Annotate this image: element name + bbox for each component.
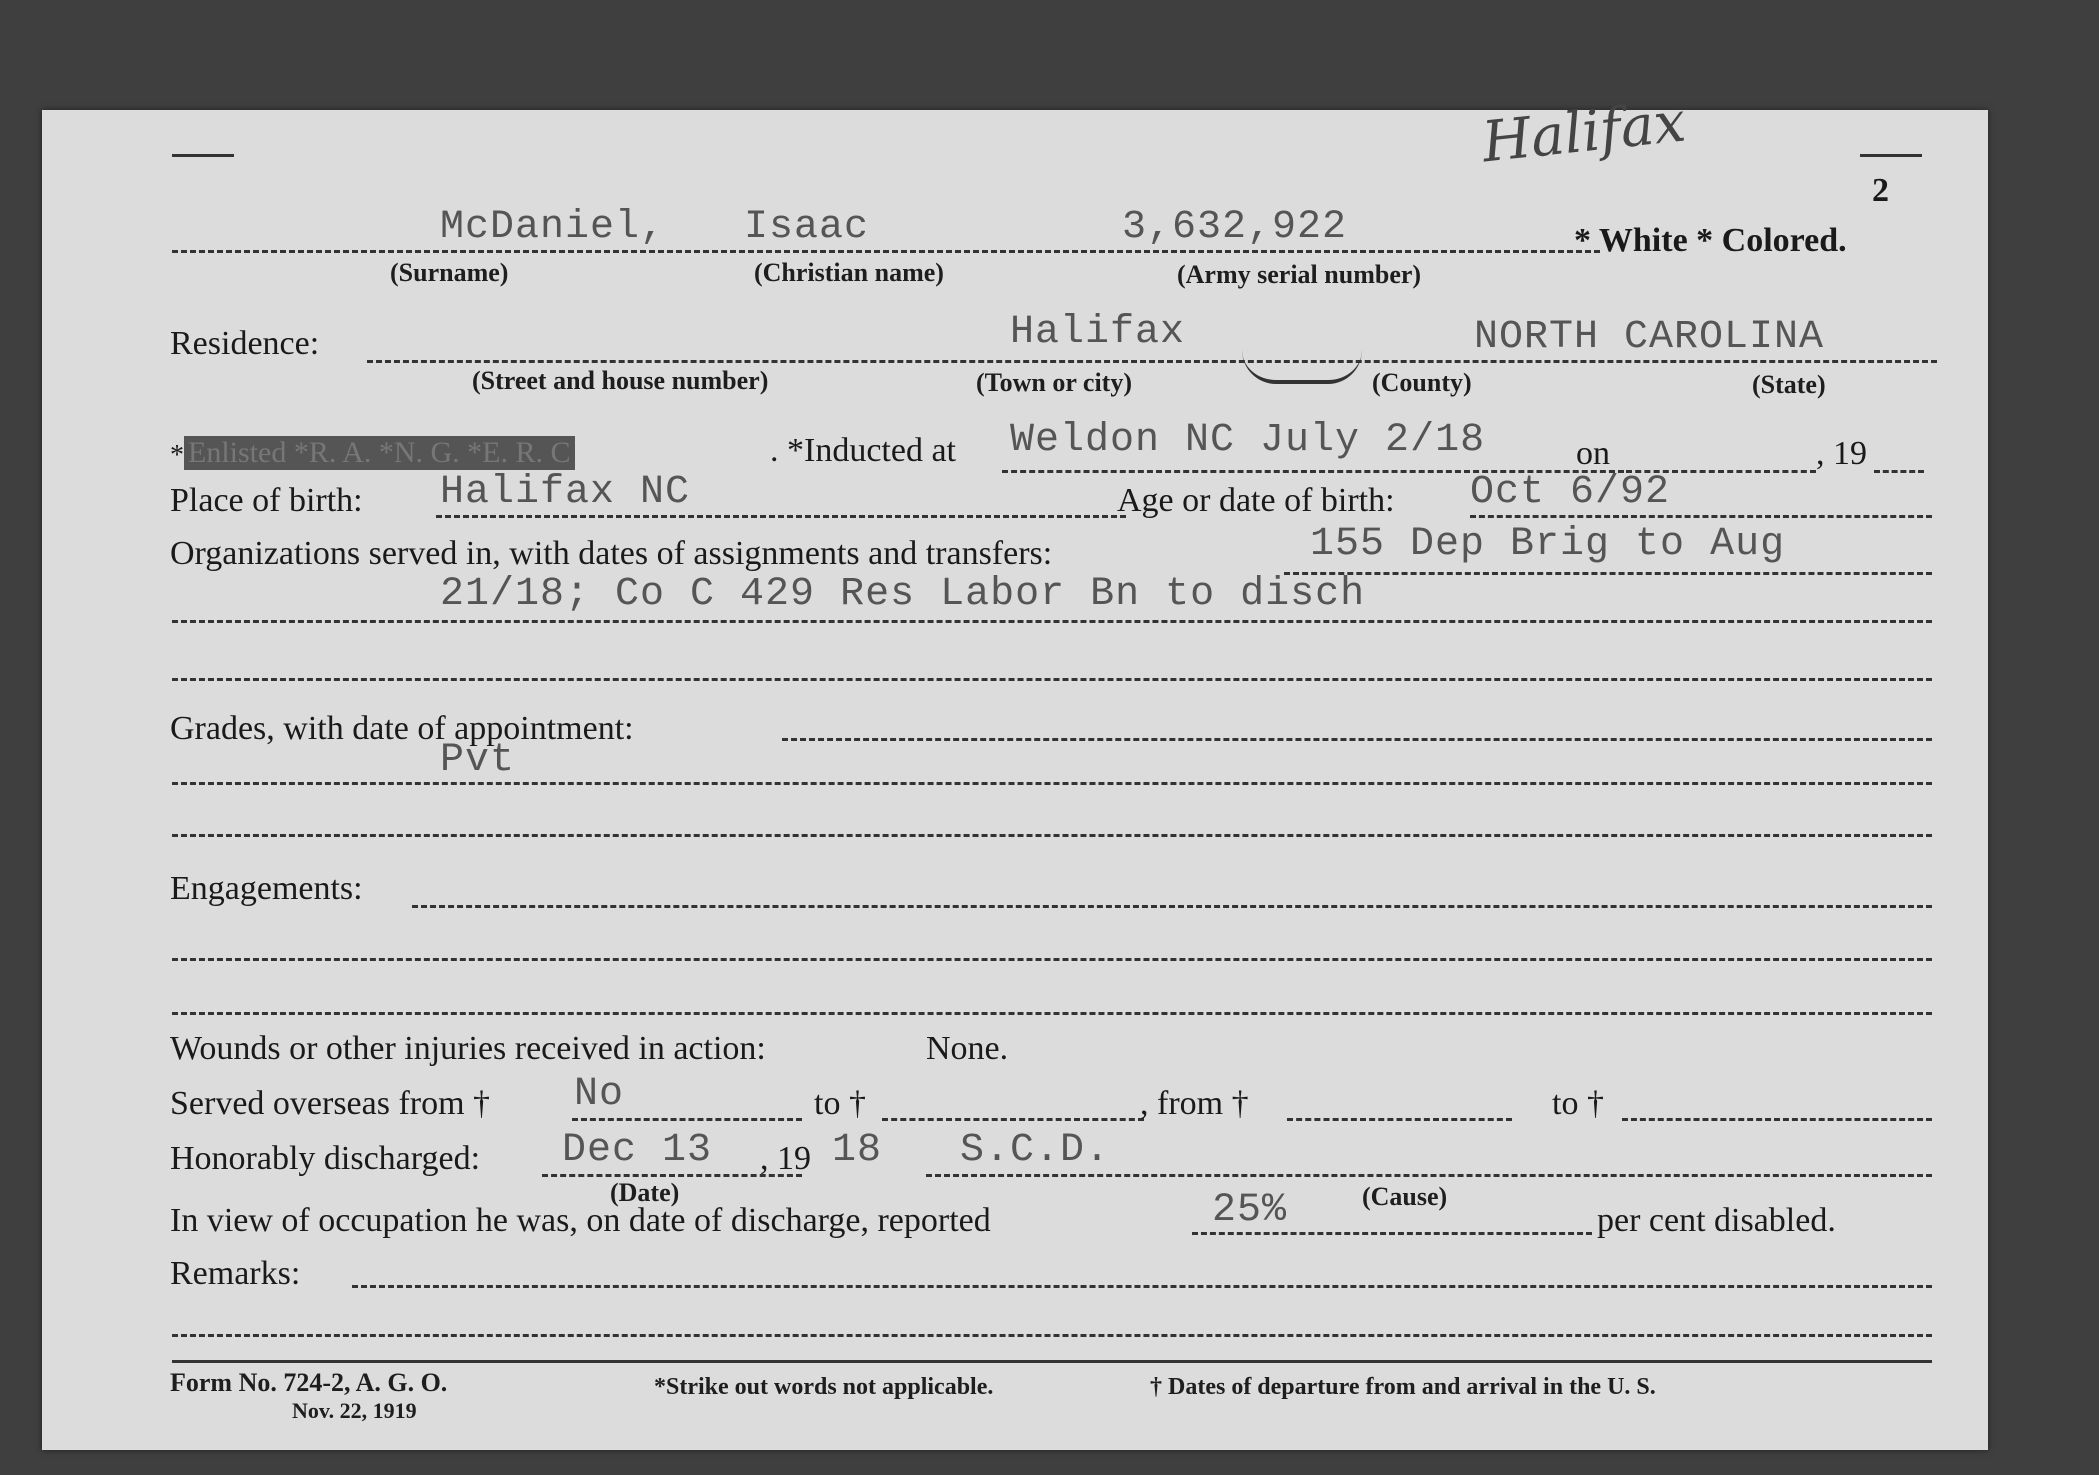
serial-number-caption: (Army serial number) (1177, 260, 1422, 289)
name-line (172, 250, 1600, 253)
discharge-date-value: Dec 13 (562, 1128, 713, 1173)
form-number: Form No. 724-2, A. G. O. (170, 1368, 448, 1397)
residence-line (367, 360, 1937, 363)
town-value: Halifax (1010, 310, 1186, 355)
organizations-line2-value: 21/18; Co C 429 Res Labor Bn to disch (440, 572, 1366, 617)
state-caption: (State) (1752, 370, 1826, 399)
wounds-value: None. (926, 1030, 1009, 1067)
remarks-line2 (172, 1334, 1932, 1337)
top-right-rule (1860, 154, 1922, 157)
grades-label: Grades, with date of appointment: (170, 710, 634, 747)
birth-date-value: Oct 6/92 (1470, 470, 1671, 515)
cause-caption: (Cause) (1362, 1182, 1448, 1211)
on-label: on (1576, 435, 1610, 472)
serial-number-value: 3,632,922 (1122, 205, 1348, 250)
overseas-to2-line (1622, 1118, 1932, 1121)
christian-name-value: Isaac (744, 205, 870, 250)
dagger-note: † Dates of departure from and arrival in the U. S. (1150, 1374, 1656, 1400)
town-caption: (Town or city) (976, 368, 1132, 397)
grade-value: Pvt (440, 738, 516, 783)
service-prefix: * (170, 440, 184, 471)
surname-value: McDaniel, (440, 205, 666, 250)
inducted-at-value: Weldon NC July 2/18 (1010, 418, 1486, 463)
county-curve (1242, 350, 1362, 384)
year-line (1874, 470, 1924, 473)
overseas-from-line (572, 1118, 802, 1121)
county-caption: (County) (1372, 368, 1472, 397)
handwritten-county-annotation: Halifax (1479, 89, 1689, 176)
disability-value: 25% (1212, 1188, 1288, 1233)
surname-caption: (Surname) (390, 258, 509, 287)
form-date: Nov. 22, 1919 (292, 1398, 417, 1423)
grades-line2 (172, 782, 1932, 785)
service-record-card (42, 89, 1988, 1450)
birth-date-line (1470, 515, 1932, 518)
engagements-label: Engagements: (170, 870, 363, 907)
birthplace-value: Halifax NC (440, 470, 691, 515)
engagements-line3 (172, 1012, 1932, 1015)
overseas-from2-line (1287, 1118, 1512, 1121)
year-prefix: , 19 (1816, 435, 1867, 472)
date-caption: (Date) (610, 1178, 680, 1207)
grades-line3 (172, 834, 1932, 837)
overseas-to2-label: to † (1552, 1085, 1604, 1122)
wounds-label: Wounds or other injuries received in action: (170, 1030, 766, 1067)
overseas-from2-label: , from † (1140, 1085, 1249, 1122)
overseas-label: Served overseas from † (170, 1085, 491, 1122)
overseas-to-label: to † (814, 1085, 866, 1122)
organizations-line1-value: 155 Dep Brig to Aug (1310, 522, 1786, 567)
remarks-label: Remarks: (170, 1255, 301, 1292)
engagements-line2 (172, 958, 1932, 961)
organizations-label: Organizations served in, with dates of assignments and transfers: (170, 535, 1053, 572)
discharged-label: Honorably discharged: (170, 1140, 481, 1177)
birthplace-line (436, 515, 1126, 518)
strike-out-note: *Strike out words not applicable. (654, 1374, 994, 1400)
footer-rule (172, 1360, 1932, 1363)
discharge-year-prefix: , 19 (760, 1140, 811, 1177)
organizations-line2 (172, 620, 1932, 623)
disability-suffix: per cent disabled. (1597, 1202, 1836, 1239)
organizations-line1 (1284, 572, 1932, 575)
age-label: Age or date of birth: (1117, 482, 1395, 519)
grades-line1 (782, 738, 1932, 741)
street-caption: (Street and house number) (472, 366, 769, 395)
inducted-label: . *Inducted at (770, 432, 956, 469)
birthplace-label: Place of birth: (170, 482, 363, 519)
race-options: * White * Colored. (1574, 222, 1847, 259)
christian-name-caption: (Christian name) (754, 258, 944, 287)
organizations-line3 (172, 678, 1932, 681)
card-number: 2 (1872, 172, 1889, 209)
discharge-cause-value: S.C.D. (960, 1128, 1111, 1173)
discharge-year-value: 18 (832, 1128, 883, 1173)
remarks-line1 (352, 1285, 1932, 1288)
top-left-rule (172, 154, 234, 157)
engagements-line1 (412, 905, 1932, 908)
residence-label: Residence: (170, 325, 320, 362)
overseas-value: No (574, 1072, 625, 1117)
discharge-cause-line (926, 1174, 1932, 1177)
disability-label: In view of occupation he was, on date of discharge, reported (170, 1202, 991, 1239)
overseas-to-line (882, 1118, 1144, 1121)
struck-service-options: Enlisted *R. A. *N. G. *E. R. C (184, 436, 575, 470)
state-value: NORTH CAROLINA (1474, 315, 1825, 360)
disability-line (1192, 1232, 1592, 1235)
